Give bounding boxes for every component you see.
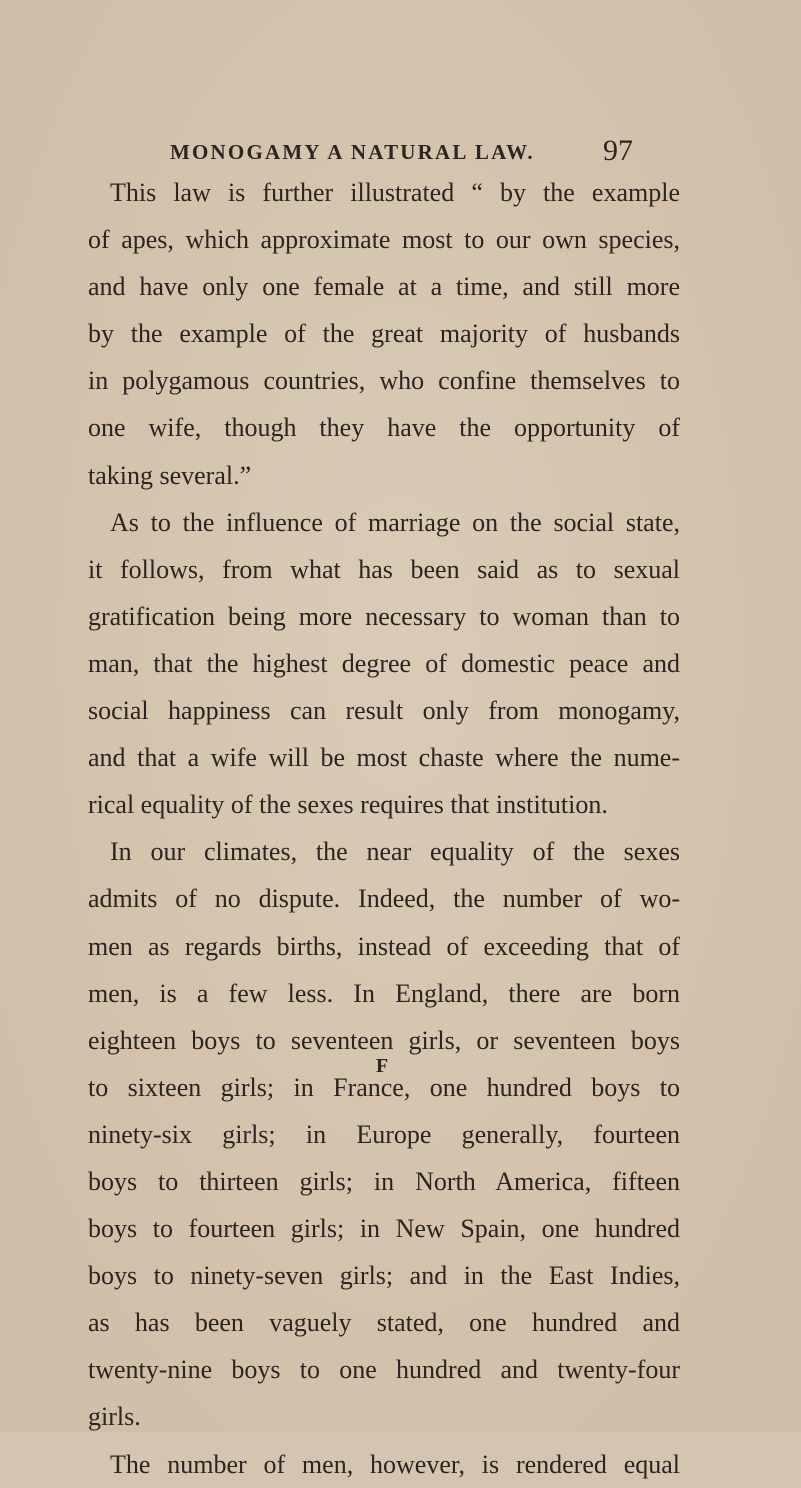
text-line: The number of men, however, is rendered equal <box>110 1449 680 1479</box>
body-text <box>88 169 680 1488</box>
running-title: MONOGAMY A NATURAL LAW. <box>170 140 535 164</box>
text-line: ninety-six girls; in Europe generally, fourteen <box>88 1119 680 1149</box>
text-line: This law is further illustrated “ by the example <box>110 178 680 207</box>
text-line: In our climates, the near equality of the sexes <box>110 837 680 867</box>
text-line: and that a wife will be most chaste where the nume- <box>88 743 680 773</box>
text-line: rical equality of the sexes requires that institution. <box>88 790 608 820</box>
signature-mark: F <box>376 1055 389 1077</box>
text-line: and have only one female at a time, and still more <box>88 272 680 302</box>
text-line: social happiness can result only from monogamy, <box>88 696 680 726</box>
text-line: men as regards births, instead of exceeding that of <box>88 931 680 961</box>
text-line: boys to fourteen girls; in New Spain, one hundred <box>88 1214 680 1244</box>
text-line: one wife, though they have the opportunity of <box>88 413 680 443</box>
text-line: man, that the highest degree of domestic peace and <box>88 648 680 678</box>
text-line: it follows, from what has been said as to sexual <box>88 554 680 584</box>
text-line: girls. <box>88 1402 141 1432</box>
text-line: by the example of the great majority of husbands <box>88 319 680 349</box>
text-line: as has been vaguely stated, one hundred and <box>88 1308 680 1338</box>
text-line: taking several.” <box>88 460 252 490</box>
text-line: gratification being more necessary to woman than to <box>88 601 680 631</box>
text-line: As to the influence of marriage on the social state, <box>110 507 680 537</box>
text-line: of apes, which approximate most to our own species, <box>88 225 680 255</box>
text-line: admits of no dispute. Indeed, the number of wo- <box>88 884 680 914</box>
text-line: men, is a few less. In England, there are born <box>88 978 680 1008</box>
text-line: to sixteen girls; in France, one hundred boys to <box>88 1072 680 1102</box>
text-line: boys to thirteen girls; in North America, fifteen <box>88 1166 680 1196</box>
text-line: in polygamous countries, who confine themselves to <box>88 366 680 396</box>
text-line: boys to ninety-seven girls; and in the East Indies, <box>88 1261 680 1291</box>
page-number: 97 <box>603 134 633 167</box>
text-line: twenty-nine boys to one hundred and twenty-four <box>88 1355 680 1385</box>
text-line: eighteen boys to seventeen girls, or seventeen boys <box>88 1025 680 1055</box>
